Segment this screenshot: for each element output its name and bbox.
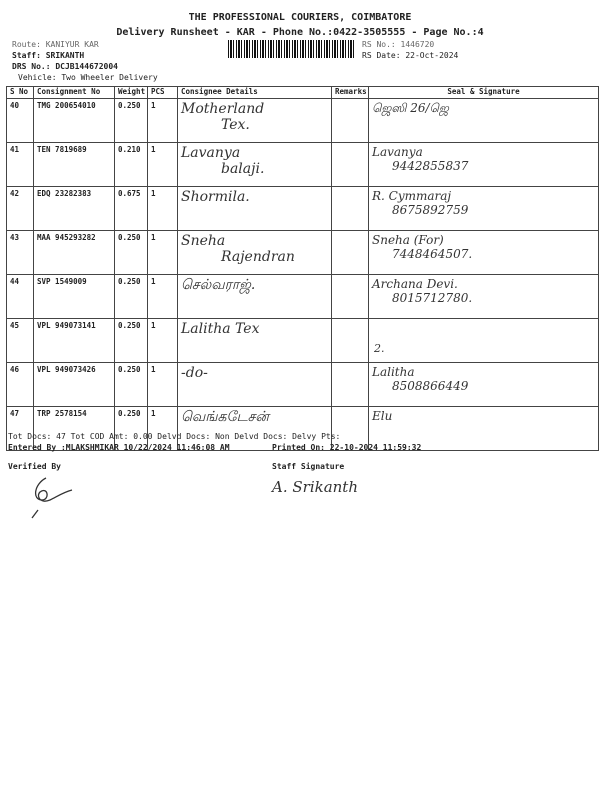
cell-seal [369, 99, 599, 143]
consignee-name: Sneha [181, 233, 226, 249]
consignee-name: -do- [181, 365, 208, 381]
cell-consignee [178, 363, 332, 407]
cell-pcs [148, 319, 178, 363]
pcs-value: 1 [151, 365, 156, 374]
cell-sno [7, 231, 34, 275]
weight-value: 0.250 [118, 101, 141, 110]
weight-value: 0.675 [118, 189, 141, 198]
cell-consignment [34, 319, 115, 363]
signature-text: Lavanya [372, 145, 423, 159]
weight-value: 0.250 [118, 277, 141, 286]
table-row [7, 275, 599, 319]
cell-pcs [148, 275, 178, 319]
consignee-name-line2: Tex. [221, 117, 250, 133]
cell-consignee [178, 275, 332, 319]
weight-value: 0.250 [118, 365, 141, 374]
signature-phone: 8675892759 [392, 203, 469, 217]
barcode [228, 40, 354, 58]
consignment-value: VPL 949073141 [37, 321, 96, 330]
signature-text: Lalitha [372, 365, 415, 379]
consignment-value: EDQ 23282383 [37, 189, 92, 198]
vehicle-label: Vehicle: Two Wheeler Delivery [18, 73, 158, 82]
cell-seal [369, 319, 599, 363]
signature-text: Elu [372, 409, 393, 423]
signature-text: R. Cymmaraj [372, 189, 452, 203]
col-seal-signature: Seal & Signature [369, 87, 599, 99]
cell-weight [115, 231, 148, 275]
consignee-name-line2: balaji. [221, 161, 265, 177]
consignee-name: வெங்கடேசன் [181, 409, 269, 425]
signature-text: ஜெஸி 26/ஜெ [372, 101, 449, 115]
cell-consignment [34, 363, 115, 407]
cell-weight [115, 143, 148, 187]
cell-pcs [148, 187, 178, 231]
signature-phone: 7448464507. [392, 247, 473, 261]
cell-sno [7, 363, 34, 407]
cell-consignment [34, 231, 115, 275]
table-row [7, 143, 599, 187]
weight-value: 0.250 [118, 233, 141, 242]
runsheet-subtitle: Delivery Runsheet - KAR - Phone No.:0422-3505555 - Page No.:4 [116, 27, 484, 38]
rs-date: RS Date: 22-Oct-2024 [362, 51, 459, 60]
weight-value: 0.210 [118, 145, 141, 154]
table-row [7, 231, 599, 275]
consignment-value: TMG 200654010 [37, 101, 96, 110]
cell-weight [115, 363, 148, 407]
entered-by: Entered By :MLAKSHMIKAR 10/22/2024 11:46:08 AM [8, 443, 230, 452]
consignment-value: MAA 945293282 [37, 233, 96, 242]
cell-seal [369, 231, 599, 275]
cell-consignee [178, 143, 332, 187]
totals-line: Tot Docs: 47 Tot COD Amt: 0.00 Delvd Docs: Non Delvd Docs: Delvy Pts: [8, 432, 341, 441]
consignee-name-line2: Rajendran [221, 249, 295, 265]
company-title: THE PROFESSIONAL COURIERS, COIMBATORE [188, 12, 412, 23]
cell-weight [115, 99, 148, 143]
staff-signature-label: Staff Signature [272, 462, 345, 471]
sno-value: 41 [10, 145, 20, 154]
consignment-value: VPL 949073426 [37, 365, 96, 374]
verified-by-label: Verified By [8, 462, 61, 471]
runsheet-table [6, 86, 599, 451]
cell-sno [7, 319, 34, 363]
weight-value: 0.250 [118, 321, 141, 330]
sno-value: 42 [10, 189, 20, 198]
cell-remarks [332, 187, 369, 231]
consignee-name: Motherland [181, 101, 265, 117]
pcs-value: 1 [151, 321, 156, 330]
rs-number: RS No.: 1446720 [362, 40, 435, 49]
col-pcs: PCS [148, 87, 178, 99]
col-consignment: Consignment No [34, 87, 115, 99]
cell-sno [7, 99, 34, 143]
cell-consignment [34, 275, 115, 319]
pcs-value: 1 [151, 101, 156, 110]
cell-remarks [332, 319, 369, 363]
cell-consignment [34, 187, 115, 231]
cell-sno [7, 187, 34, 231]
cell-seal [369, 363, 599, 407]
pcs-value: 1 [151, 409, 156, 418]
cell-remarks [332, 231, 369, 275]
col-weight: Weight [115, 87, 148, 99]
signature-text: Sneha (For) [372, 233, 444, 247]
cell-pcs [148, 363, 178, 407]
signature-text: Archana Devi. [372, 277, 458, 291]
col-sno: S No [7, 87, 34, 99]
printed-on: Printed On: 22-10-2024 11:59:32 [272, 443, 422, 452]
consignment-value: TRP 2578154 [37, 409, 87, 418]
weight-value: 0.250 [118, 409, 141, 418]
route-label: Route: KANIYUR KAR [12, 40, 99, 49]
consignment-value: TEN 7819689 [37, 145, 87, 154]
consignment-value: SVP 1549009 [37, 277, 87, 286]
signature-phone: 8508866449 [392, 379, 469, 393]
table-row [7, 187, 599, 231]
cell-remarks [332, 99, 369, 143]
cell-consignment [34, 143, 115, 187]
sno-value: 40 [10, 101, 20, 110]
signature-phone: 9442855837 [392, 159, 469, 173]
sno-value: 44 [10, 277, 20, 286]
table-row [7, 363, 599, 407]
cell-weight [115, 187, 148, 231]
cell-sno [7, 275, 34, 319]
consignee-name: Lavanya [181, 145, 241, 161]
cell-consignee [178, 231, 332, 275]
consignee-name: Lalitha Tex [181, 321, 260, 337]
cell-remarks [332, 275, 369, 319]
drs-number: DRS No.: DCJB144672004 [12, 62, 118, 71]
cell-remarks [332, 143, 369, 187]
cell-seal [369, 143, 599, 187]
sno-value: 47 [10, 409, 20, 418]
col-consignee: Consignee Details [178, 87, 332, 99]
pcs-value: 1 [151, 277, 156, 286]
cell-consignee [178, 99, 332, 143]
pcs-value: 1 [151, 145, 156, 154]
pcs-value: 1 [151, 189, 156, 198]
cell-remarks [332, 363, 369, 407]
sno-value: 46 [10, 365, 20, 374]
table-row [7, 319, 599, 363]
cell-pcs [148, 99, 178, 143]
staff-label: Staff: SRIKANTH [12, 51, 85, 60]
sno-value: 45 [10, 321, 20, 330]
margin-annotation: 2. [374, 342, 385, 355]
consignee-name: செல்வராஜ். [181, 277, 256, 293]
cell-sno [7, 143, 34, 187]
cell-consignee [178, 319, 332, 363]
cell-pcs [148, 231, 178, 275]
verifier-signature [28, 470, 88, 520]
cell-seal [369, 187, 599, 231]
table-row [7, 99, 599, 143]
cell-consignee [178, 187, 332, 231]
sno-value: 43 [10, 233, 20, 242]
cell-pcs [148, 143, 178, 187]
cell-weight [115, 319, 148, 363]
consignee-name: Shormila. [181, 189, 250, 205]
cell-consignment [34, 99, 115, 143]
staff-handwritten-signature: A. Srikanth [272, 478, 358, 496]
signature-phone: 8015712780. [392, 291, 473, 305]
cell-seal [369, 275, 599, 319]
table-header-row [7, 87, 599, 99]
pcs-value: 1 [151, 233, 156, 242]
col-remarks: Remarks [332, 87, 369, 99]
cell-weight [115, 275, 148, 319]
